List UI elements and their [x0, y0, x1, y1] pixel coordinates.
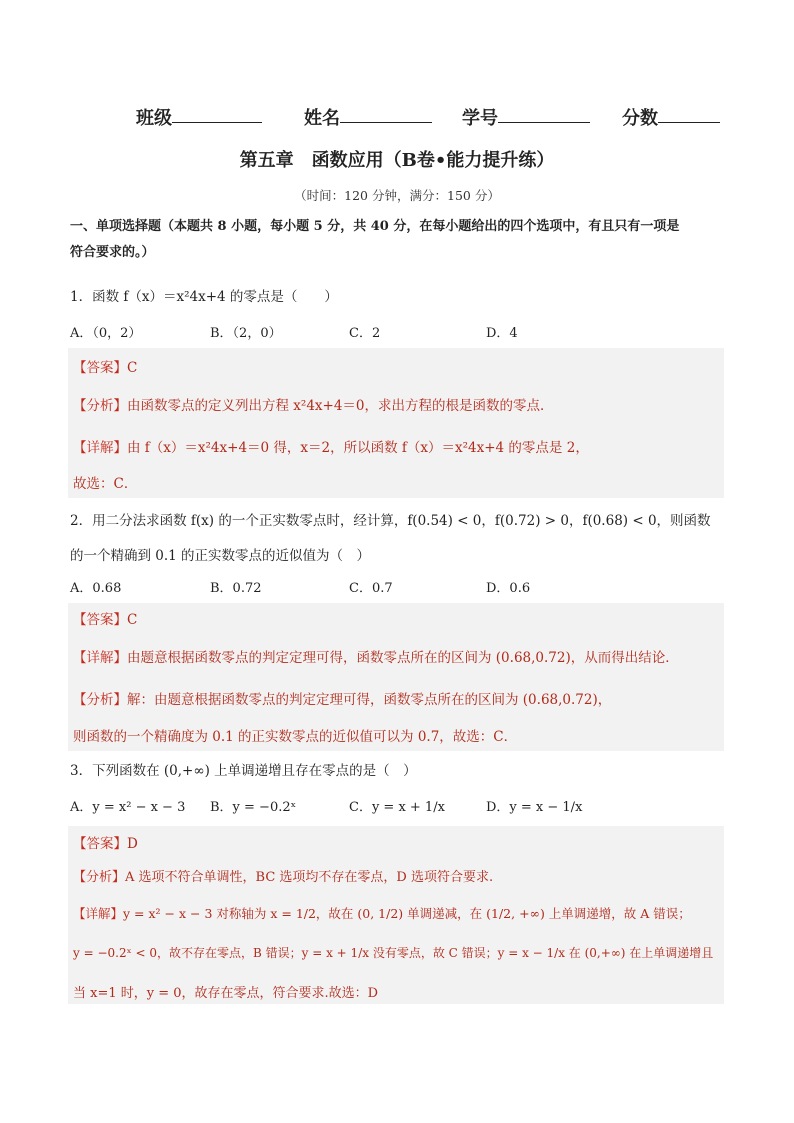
q1-option-d: D．4: [486, 326, 518, 341]
q2-answer: 【答案】C: [73, 612, 138, 628]
q3-option-d: D．y = x − 1/x: [486, 800, 583, 815]
q1-option-c: C．2: [349, 326, 381, 341]
q2-option-d: D．0.6: [486, 581, 531, 596]
q3-analysis: 【分析】A 选项不符合单调性，BC 选项均不存在零点，D 选项符合要求.: [73, 870, 494, 885]
q2-detail: 【详解】由题意根据函数零点的判定定理可得，函数零点所在的区间为 (0.68,0.72)，从而得出结论．: [73, 650, 679, 666]
student-id-field: 学号: [462, 104, 498, 130]
q3-option-b: B．y = −0.2ˣ: [210, 800, 297, 815]
q1-solution-panel: [68, 348, 724, 498]
q1-option-a: A．（0，2）: [70, 326, 142, 341]
q3-option-c: C．y = x + 1/x: [349, 800, 445, 815]
q2-options: [70, 577, 730, 599]
q2-analysis: 【分析】解：由题意根据函数零点的判定定理可得，函数零点所在的区间为 (0.68,0.72)，: [73, 692, 612, 708]
page-subtitle: （时间：120 分钟，满分：150 分）: [294, 188, 500, 203]
q1-options: [70, 322, 730, 344]
q3-detail-line3: 当 x=1 时，y = 0，故存在零点，符合要求.故选：D: [73, 986, 379, 1001]
score-field: 分数: [622, 104, 658, 130]
q3-detail-line2: y = −0.2ˣ < 0，故不存在零点，B 错误；y = x + 1/x 没有零点，故 C 错误；y = x − 1/x 在 (0,+∞) 在上单调递增且: [73, 946, 714, 960]
q2-stem-line1: 2．用二分法求函数 f(x) 的一个正实数零点时，经计算，f(0.54) < 0，f(0.72) > 0，f(0.68) < 0，则函数: [70, 513, 711, 529]
q2-option-c: C．0.7: [349, 581, 393, 596]
q2-option-a: A．0.68: [70, 581, 122, 596]
q1-analysis: 【分析】由函数零点的定义列出方程 x²4x+4＝0，求出方程的根是函数的零点．: [73, 398, 554, 414]
q3-detail: 【详解】y = x² − x − 3 对称轴为 x = 1/2，故在 (0, 1/2) 单调递减，在 (1/2, +∞) 上单调递增，故 A 错误；: [73, 906, 691, 921]
q2-analysis-line2: 则函数的一个精确度为 0.1 的正实数零点的近似值可以为 0.7，故选：C．: [73, 729, 518, 745]
q3-answer: 【答案】D: [73, 836, 138, 852]
q1-option-b: B．（2，0）: [210, 326, 282, 341]
q3-options: [70, 796, 730, 818]
q1-stem: 1．函数 f（x）＝x²4x+4 的零点是（ ）: [70, 289, 338, 305]
q2-option-b: B．0.72: [210, 581, 262, 596]
page-title: 第五章 函数应用（B卷•能力提升练）: [239, 150, 555, 171]
q3-stem: 3．下列函数在 (0,+∞) 上单调递增且存在零点的是（ ）: [70, 763, 417, 779]
q2-stem-line2: 的一个精确到 0.1 的正实数零点的近似值为（ ）: [70, 548, 371, 564]
section-heading-line2: 符合要求的。）: [70, 245, 155, 260]
name-field: 姓名: [304, 104, 340, 130]
q1-answer: 【答案】C: [73, 360, 138, 376]
q1-conclusion: 故选：C．: [73, 476, 138, 492]
q3-option-a: A．y = x² − x − 3: [70, 800, 186, 815]
section-heading-line1: 一、单项选择题（本题共 8 小题，每小题 5 分，共 40 分，在每小题给出的四个选项中，有且只有一项是: [70, 219, 680, 234]
q1-detail: 【详解】由 f（x）＝x²4x+4＝0 得，x＝2，所以函数 f（x）＝x²4x+4 的零点是 2，: [73, 440, 589, 456]
section-heading: [70, 214, 730, 266]
class-field: 班级: [136, 104, 172, 130]
